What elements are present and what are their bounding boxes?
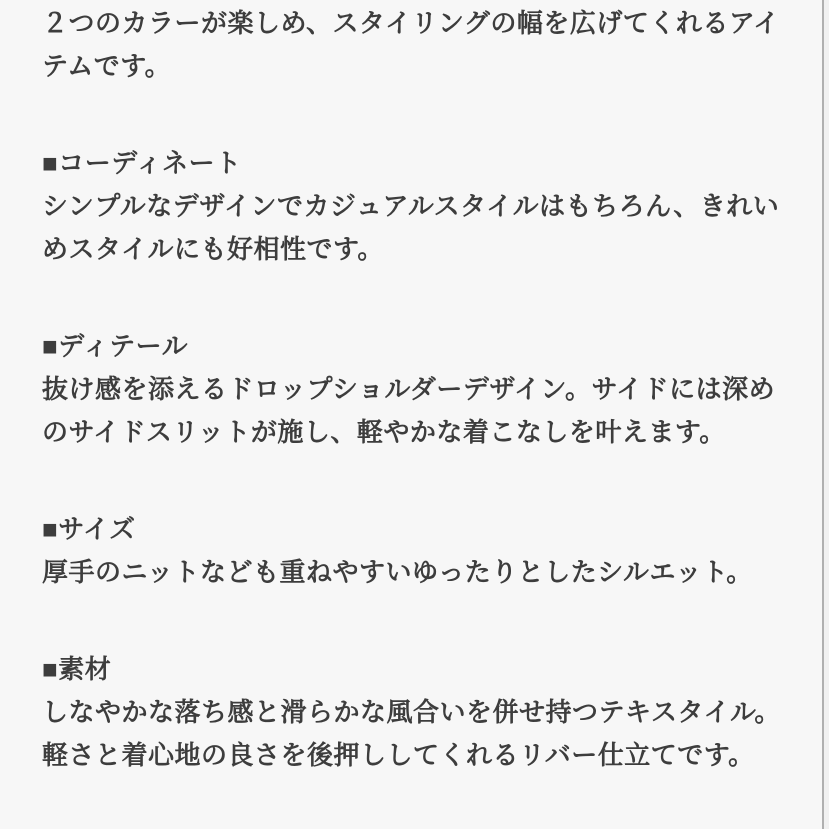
section-title: ■ディテール — [42, 331, 189, 361]
intro-paragraph: ２つのカラーが楽しめ、スタイリングの幅を広げてくれるアイテムです。 — [42, 8, 780, 81]
section-title: ■サイズ — [42, 514, 136, 544]
section-material — [42, 648, 787, 777]
section-coordinate — [42, 142, 787, 271]
section-title: ■コーディネート — [42, 148, 242, 178]
section-body: 抜け感を添えるドロップショルダーデザイン。サイドには深めのサイドスリットが施し、軽やかな着こなしを叶えます。 — [42, 374, 776, 447]
section-size — [42, 508, 787, 594]
right-edge-strip — [824, 0, 829, 829]
section-body: 厚手のニットなども重ねやすいゆったりとしたシルエット。 — [42, 557, 753, 587]
section-body: シンプルなデザインでカジュアルスタイルはもちろん、きれいめスタイルにも好相性です。 — [42, 191, 780, 264]
section-title: ■素材 — [42, 654, 112, 684]
section-body: しなやかな落ち感と滑らかな風合いを併せ持つテキスタイル。軽さと着心地の良さを後押ししてくれるリバー仕立てです。 — [42, 697, 781, 770]
section-detail — [42, 325, 787, 454]
